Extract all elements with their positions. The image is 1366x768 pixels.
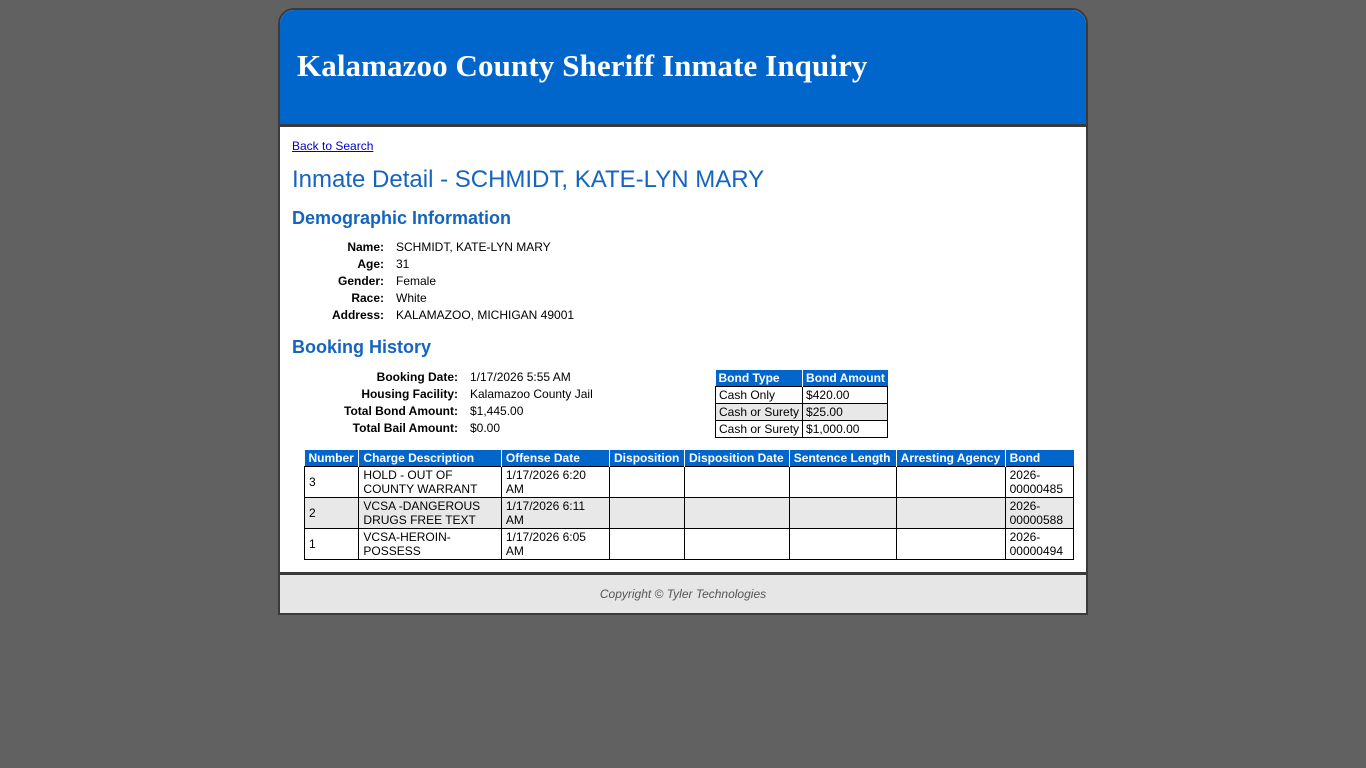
field-label: Housing Facility: xyxy=(361,386,458,401)
column-header-arresting-agency: Arresting Agency xyxy=(896,450,1005,467)
demographic-heading: Demographic Information xyxy=(292,208,512,228)
bond-row xyxy=(716,387,888,404)
field-label: Address: xyxy=(331,307,384,322)
disposition xyxy=(610,498,685,529)
bond-amount: $25.00 xyxy=(803,404,888,421)
arresting-agency xyxy=(896,467,1005,498)
field-value: SCHMIDT, KATE-LYN MARY xyxy=(396,239,551,254)
bond-type: Cash or Surety xyxy=(716,404,803,421)
field-value: Kalamazoo County Jail xyxy=(470,386,593,401)
demographic-row-age xyxy=(292,255,580,272)
booking-row-facility xyxy=(292,385,599,402)
field-value: 31 xyxy=(396,256,410,271)
demographic-row-address xyxy=(292,306,580,323)
column-header-offense-date: Offense Date xyxy=(501,450,609,467)
column-header: Bond Type xyxy=(716,370,803,387)
charge-bond: 2026-00000485 xyxy=(1005,467,1073,498)
column-header-disposition-date: Disposition Date xyxy=(684,450,789,467)
field-label: Total Bail Amount: xyxy=(352,420,458,435)
arresting-agency xyxy=(896,498,1005,529)
footer xyxy=(280,572,1086,613)
bond-amount: $1,000.00 xyxy=(803,421,888,438)
booking-section xyxy=(292,366,1074,446)
demographic-row-gender xyxy=(292,272,580,289)
offense-date: 1/17/2026 6:05 AM xyxy=(501,529,609,560)
bond-type: Cash or Surety xyxy=(716,421,803,438)
charge-number: 1 xyxy=(305,529,359,560)
charges-table-header xyxy=(305,450,1074,467)
charge-row xyxy=(305,467,1074,498)
charge-description: HOLD - OUT OF COUNTY WARRANT xyxy=(359,467,501,498)
bond-amount: $420.00 xyxy=(803,387,888,404)
page-title: Inmate Detail - SCHMIDT, KATE-LYN MARY xyxy=(292,166,765,193)
booking-row-total-bond xyxy=(292,402,599,419)
offense-date: 1/17/2026 6:11 AM xyxy=(501,498,609,529)
field-label: Race: xyxy=(351,290,384,305)
field-label: Age: xyxy=(357,256,384,271)
main-content xyxy=(280,127,1086,572)
field-value: $1,445.00 xyxy=(470,403,524,418)
charge-description: VCSA-HEROIN-POSSESS xyxy=(359,529,501,560)
disposition-date xyxy=(684,529,789,560)
field-value: $0.00 xyxy=(470,420,501,435)
charge-number: 2 xyxy=(305,498,359,529)
disposition xyxy=(610,529,685,560)
column-header-disposition: Disposition xyxy=(610,450,685,467)
demographic-row-race xyxy=(292,289,580,306)
booking-history-heading: Booking History xyxy=(292,337,432,357)
charge-bond: 2026-00000494 xyxy=(1005,529,1073,560)
booking-info-table xyxy=(292,368,599,436)
disposition-date xyxy=(684,498,789,529)
charges-table xyxy=(304,450,1074,560)
bond-row xyxy=(716,421,888,438)
bond-type: Cash Only xyxy=(716,387,803,404)
sentence-length xyxy=(789,498,896,529)
column-header-bond: Bond xyxy=(1005,450,1073,467)
sentence-length xyxy=(789,467,896,498)
charge-bond: 2026-00000588 xyxy=(1005,498,1073,529)
charge-row xyxy=(305,498,1074,529)
field-label: Total Bond Amount: xyxy=(344,403,458,418)
arresting-agency xyxy=(896,529,1005,560)
column-header-number: Number xyxy=(305,450,359,467)
column-header-sentence-length: Sentence Length xyxy=(789,450,896,467)
bond-table-header xyxy=(716,370,888,387)
field-value: KALAMAZOO, MICHIGAN 49001 xyxy=(396,307,575,322)
bond-row xyxy=(716,404,888,421)
demographic-table xyxy=(292,238,580,323)
demographic-row-name xyxy=(292,238,580,255)
charge-description: VCSA -DANGEROUS DRUGS FREE TEXT xyxy=(359,498,501,529)
field-value: Female xyxy=(396,273,437,288)
offense-date: 1/17/2026 6:20 AM xyxy=(501,467,609,498)
header-banner xyxy=(280,10,1086,127)
sentence-length xyxy=(789,529,896,560)
disposition xyxy=(610,467,685,498)
field-value: 1/17/2026 5:55 AM xyxy=(470,369,571,384)
charge-number: 3 xyxy=(305,467,359,498)
charge-row xyxy=(305,529,1074,560)
disposition-date xyxy=(684,467,789,498)
bond-table xyxy=(715,370,888,438)
site-title: Kalamazoo County Sheriff Inmate Inquiry xyxy=(297,48,868,83)
page-container xyxy=(278,8,1088,615)
field-label: Booking Date: xyxy=(376,369,458,384)
column-header-charge-description: Charge Description xyxy=(359,450,501,467)
booking-row-date xyxy=(292,368,599,385)
field-label: Gender: xyxy=(337,273,384,288)
field-label: Name: xyxy=(347,239,384,254)
booking-row-total-bail xyxy=(292,419,599,436)
field-value: White xyxy=(396,290,427,305)
copyright-text: Copyright © Tyler Technologies xyxy=(599,587,767,601)
column-header: Bond Amount xyxy=(803,370,888,387)
back-to-search-link[interactable]: Back to Search xyxy=(292,139,374,153)
